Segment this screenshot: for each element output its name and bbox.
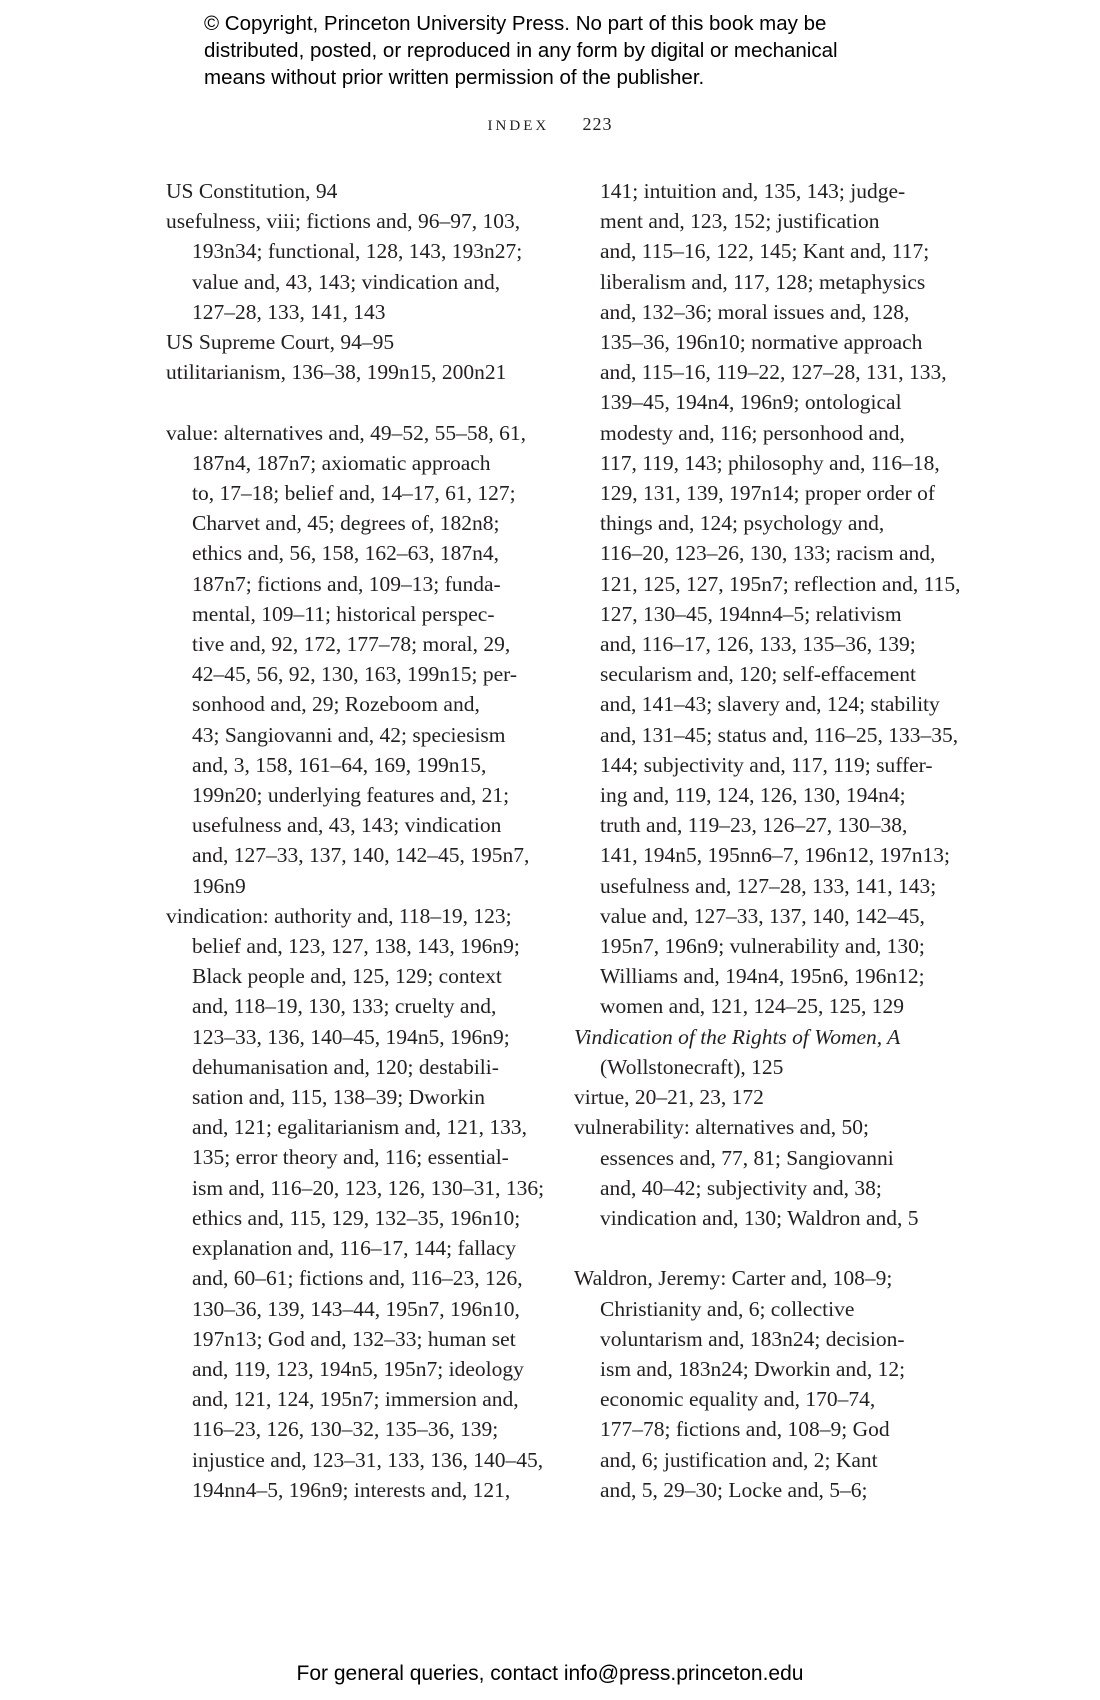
index-subentry-line: belief and, 123, 127, 138, 143, 196n9; bbox=[192, 934, 520, 959]
index-subentry-line: secularism and, 120; self-effacement bbox=[600, 662, 917, 687]
index-subentry-line: value and, 43, 143; vindication and, bbox=[192, 269, 501, 294]
index-subentry-line: to, 17–18; belief and, 14–17, 61, 127; bbox=[192, 481, 516, 506]
index-subentry-line: 141, 194n5, 195nn6–7, 196n12, 197n13; bbox=[600, 843, 950, 868]
index-subentry-line: 194nn4–5, 196n9; interests and, 121, bbox=[192, 1477, 511, 1502]
index-entry-line: vindication: authority and, 118–19, 123; bbox=[166, 903, 512, 928]
index-subentry-line: vindication and, 130; Waldron and, 5 bbox=[600, 1205, 919, 1230]
index-subentry-line: Williams and, 194n4, 195n6, 196n12; bbox=[600, 964, 925, 989]
index-subentry-line: 127, 130–45, 194nn4–5; relativism bbox=[600, 601, 902, 626]
index-entry-line: virtue, 20–21, 23, 172 bbox=[574, 1085, 764, 1110]
index-subentry-line: and, 5, 29–30; Locke and, 5–6; bbox=[600, 1477, 868, 1502]
index-subentry-line: ethics and, 56, 158, 162–63, 187n4, bbox=[192, 541, 499, 566]
index-subentry-line: 116–20, 123–26, 130, 133; racism and, bbox=[600, 541, 936, 566]
index-entry-line: Vindication of the Rights of Women, A bbox=[574, 1024, 901, 1049]
index-subentry-line: things and, 124; psychology and, bbox=[600, 511, 885, 536]
index-subentry-line: Christianity and, 6; collective bbox=[600, 1296, 855, 1321]
index-column-left bbox=[166, 176, 561, 1505]
index-subentry-line: and, 116–17, 126, 133, 135–36, 139; bbox=[600, 632, 916, 657]
index-subentry-line: ism and, 183n24; Dworkin and, 12; bbox=[600, 1356, 906, 1381]
copyright-notice-line: means without prior written permission of the publisher. bbox=[204, 66, 705, 89]
index-subentry-line: mental, 109–11; historical perspec- bbox=[192, 601, 495, 626]
page-number: 223 bbox=[582, 114, 613, 134]
index-column-right bbox=[574, 176, 969, 1505]
section-gap bbox=[166, 387, 561, 417]
index-subentry-line: 195n7, 196n9; vulnerability and, 130; bbox=[600, 934, 925, 959]
index-subentry-line: usefulness and, 43, 143; vindication bbox=[192, 813, 502, 838]
index-subentry-line: and, 6; justification and, 2; Kant bbox=[600, 1447, 878, 1472]
index-subentry-line: ism and, 116–20, 123, 126, 130–31, 136; bbox=[192, 1175, 545, 1200]
index-subentry-line: and, 115–16, 119–22, 127–28, 131, 133, bbox=[600, 360, 947, 385]
index-subentry-line: voluntarism and, 183n24; decision- bbox=[600, 1326, 905, 1351]
section-gap bbox=[574, 1233, 969, 1263]
index-entry-line: utilitarianism, 136–38, 199n15, 200n21 bbox=[166, 360, 507, 385]
index-subentry-line: 130–36, 139, 143–44, 195n7, 196n10, bbox=[192, 1296, 520, 1321]
index-subentry-line: 187n7; fictions and, 109–13; funda- bbox=[192, 571, 501, 596]
index-subentry-line: 197n13; God and, 132–33; human set bbox=[192, 1326, 516, 1351]
index-subentry-line: usefulness and, 127–28, 133, 141, 143; bbox=[600, 873, 937, 898]
running-head bbox=[0, 114, 1100, 135]
index-entry-line: vulnerability: alternatives and, 50; bbox=[574, 1115, 869, 1140]
index-subentry-line: 127–28, 133, 141, 143 bbox=[192, 299, 386, 324]
index-subentry-line: 141; intuition and, 135, 143; judge- bbox=[600, 179, 906, 203]
index-subentry-line: and, 60–61; fictions and, 116–23, 126, bbox=[192, 1266, 523, 1291]
index-subentry-line: and, 119, 123, 194n5, 195n7; ideology bbox=[192, 1356, 524, 1381]
index-subentry-line: ment and, 123, 152; justification bbox=[600, 209, 880, 234]
running-head-title: INDEX bbox=[487, 118, 550, 134]
index-subentry-line: and, 121; egalitarianism and, 121, 133, bbox=[192, 1115, 527, 1140]
index-subentry-line: injustice and, 123–31, 133, 136, 140–45, bbox=[192, 1447, 544, 1472]
index-subentry-line: and, 141–43; slavery and, 124; stability bbox=[600, 692, 940, 717]
index-subentry-line: economic equality and, 170–74, bbox=[600, 1387, 876, 1412]
index-subentry-line: Charvet and, 45; degrees of, 182n8; bbox=[192, 511, 500, 536]
index-subentry-line: 135–36, 196n10; normative approach bbox=[600, 330, 923, 355]
index-entry-line: US Supreme Court, 94–95 bbox=[166, 330, 395, 355]
index-subentry-line: value and, 127–33, 137, 140, 142–45, bbox=[600, 903, 925, 928]
index-subentry-line: 43; Sangiovanni and, 42; speciesism bbox=[192, 722, 506, 747]
index-subentry-line: 199n20; underlying features and, 21; bbox=[192, 783, 510, 808]
index-entry-line: usefulness, viii; fictions and, 96–97, 103, bbox=[166, 209, 521, 234]
footer-contact: For general queries, contact info@press.princeton.edu bbox=[296, 1662, 804, 1685]
index-subentry-line: sation and, 115, 138–39; Dworkin bbox=[192, 1085, 486, 1110]
index-subentry-line: truth and, 119–23, 126–27, 130–38, bbox=[600, 813, 908, 838]
index-subentry-line: and, 40–42; subjectivity and, 38; bbox=[600, 1175, 882, 1200]
index-subentry-line: explanation and, 116–17, 144; fallacy bbox=[192, 1236, 517, 1261]
index-entry-line: value: alternatives and, 49–52, 55–58, 61, bbox=[166, 420, 527, 445]
index-subentry-line: 121, 125, 127, 195n7; reflection and, 115, bbox=[600, 571, 961, 596]
index-subentry-line: ethics and, 115, 129, 132–35, 196n10; bbox=[192, 1205, 521, 1230]
copyright-notice-line: © Copyright, Princeton University Press. No part of this book may be bbox=[204, 12, 827, 35]
index-subentry-line: modesty and, 116; personhood and, bbox=[600, 420, 905, 445]
index-entry-line: Waldron, Jeremy: Carter and, 108–9; bbox=[574, 1266, 893, 1291]
index-subentry-line: tive and, 92, 172, 177–78; moral, 29, bbox=[192, 632, 511, 657]
index-subentry-line: essences and, 77, 81; Sangiovanni bbox=[600, 1145, 894, 1170]
index-subentry-line: 187n4, 187n7; axiomatic approach bbox=[192, 450, 491, 475]
index-subentry-line: 144; subjectivity and, 117, 119; suffer- bbox=[600, 752, 933, 777]
index-subentry-line: 135; error theory and, 116; essential- bbox=[192, 1145, 509, 1170]
index-subentry-line: (Wollstonecraft), 125 bbox=[600, 1054, 784, 1079]
index-subentry-line: Black people and, 125, 129; context bbox=[192, 964, 502, 989]
index-subentry-line: 129, 131, 139, 197n14; proper order of bbox=[600, 481, 935, 506]
index-subentry-line: and, 127–33, 137, 140, 142–45, 195n7, bbox=[192, 843, 530, 868]
index-subentry-line: and, 3, 158, 161–64, 169, 199n15, bbox=[192, 752, 487, 777]
index-subentry-line: women and, 121, 124–25, 125, 129 bbox=[600, 994, 904, 1019]
index-subentry-line: 193n34; functional, 128, 143, 193n27; bbox=[192, 239, 523, 264]
index-subentry-line: 177–78; fictions and, 108–9; God bbox=[600, 1417, 890, 1442]
index-subentry-line: sonhood and, 29; Rozeboom and, bbox=[192, 692, 480, 717]
index-subentry-line: and, 115–16, 122, 145; Kant and, 117; bbox=[600, 239, 930, 264]
index-subentry-line: liberalism and, 117, 128; metaphysics bbox=[600, 269, 926, 294]
index-subentry-line: 42–45, 56, 92, 130, 163, 199n15; per- bbox=[192, 662, 518, 687]
index-subentry-line: dehumanisation and, 120; destabili- bbox=[192, 1054, 499, 1079]
index-subentry-line: and, 132–36; moral issues and, 128, bbox=[600, 299, 910, 324]
index-subentry-line: and, 131–45; status and, 116–25, 133–35, bbox=[600, 722, 959, 747]
index-subentry-line: and, 121, 124, 195n7; immersion and, bbox=[192, 1387, 519, 1412]
index-subentry-line: ing and, 119, 124, 126, 130, 194n4; bbox=[600, 783, 906, 808]
index-subentry-line: 116–23, 126, 130–32, 135–36, 139; bbox=[192, 1417, 499, 1442]
index-subentry-line: 139–45, 194n4, 196n9; ontological bbox=[600, 390, 902, 415]
index-entry-line: US Constitution, 94 bbox=[166, 179, 338, 203]
index-subentry-line: and, 118–19, 130, 133; cruelty and, bbox=[192, 994, 497, 1019]
copyright-notice-line: distributed, posted, or reproduced in any form by digital or mechanical bbox=[204, 39, 838, 62]
copyright-notice bbox=[204, 10, 964, 91]
index-subentry-line: 117, 119, 143; philosophy and, 116–18, bbox=[600, 450, 940, 475]
index-subentry-line: 196n9 bbox=[192, 873, 246, 898]
index-subentry-line: 123–33, 136, 140–45, 194n5, 196n9; bbox=[192, 1024, 510, 1049]
